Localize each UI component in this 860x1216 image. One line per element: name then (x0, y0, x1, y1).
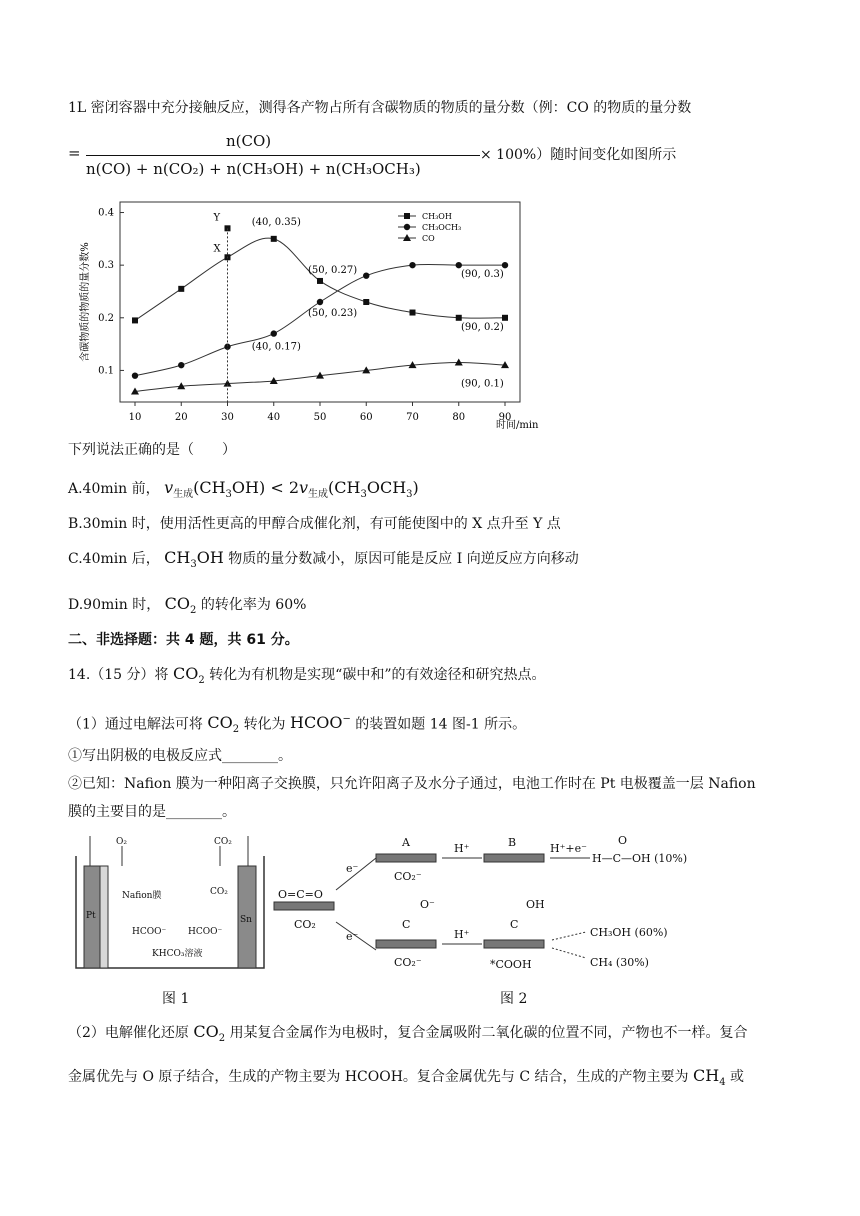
p2b-tail: 或 (730, 1069, 745, 1085)
data-point-0 (317, 278, 323, 284)
reaction-pathway-figure (272, 832, 732, 982)
point-annotation: (90, 0.2) (461, 321, 504, 333)
point-annotation: (50, 0.23) (308, 308, 358, 319)
cooh-label: *COOH (490, 958, 532, 971)
co2-structure: O=C=O (278, 888, 323, 901)
catalyst-bar-c (376, 940, 436, 948)
point-annotation: (40, 0.35) (251, 216, 301, 228)
data-point-2 (455, 359, 463, 366)
mole-fraction-chart (70, 196, 540, 436)
legend-label: CH₃OCH₃ (422, 223, 462, 232)
electrolysis-cell-figure (70, 836, 270, 976)
q14-sub1: ①写出阴极的电极反应式________。 (68, 748, 292, 764)
fraction-bar (86, 155, 480, 156)
x-tick-label: 10 (128, 412, 142, 423)
co2-formula: $CO_2$ (164, 594, 197, 617)
formula-denominator: n(CO) + n(CO₂) + n(CH₃OH) + n(CH₃OCH₃) (86, 160, 421, 178)
hcoo-left: HCOO⁻ (132, 927, 167, 937)
co2-in-label: CO₂ (210, 887, 228, 897)
formic-acid-label: H—C—OH (10%) (592, 852, 688, 865)
q14-sub2-line2: 膜的主要目的是________。 (68, 804, 236, 820)
data-point-0 (132, 317, 138, 323)
co2-formula: $CO_2$ (193, 1022, 226, 1045)
data-point-1 (271, 330, 277, 336)
x-tick-label: 30 (221, 412, 234, 423)
point-annotation: X (213, 243, 221, 255)
data-point-0 (456, 315, 462, 321)
catalyst-bar-a (376, 854, 436, 862)
x-tick-label: 80 (452, 412, 466, 423)
proton-1: H⁺ (454, 842, 470, 855)
legend-label: CO (422, 234, 435, 243)
hydroxyl: OH (526, 898, 545, 911)
p1-mid: 转化为 (243, 716, 286, 733)
x-tick-label: 60 (359, 412, 373, 423)
sn-label: Sn (240, 915, 252, 925)
data-point-1 (317, 299, 323, 305)
question-stem: 下列说法正确的是（ ） (68, 442, 236, 458)
point-annotation: (90, 0.1) (461, 378, 504, 390)
q14-prefix: 14.（15 分）将 (68, 667, 169, 683)
oxygen-neg: O⁻ (420, 898, 435, 911)
q14-suffix: 转化为有机物是实现“碳中和”的有效途径和研究热点。 (209, 667, 546, 683)
nafion-label: Nafion膜 (122, 891, 162, 901)
electron-lower: e⁻ (346, 930, 359, 943)
data-point-1 (502, 262, 508, 268)
formic-o: O (618, 834, 628, 847)
option-c (68, 548, 579, 575)
formula-tail: × 100%）随时间变化如图所示 (480, 147, 677, 163)
carbon-2: C (510, 918, 519, 931)
nafion-membrane (100, 866, 108, 968)
x-tick-label: 90 (498, 412, 512, 423)
p2a-prefix: （2）电解催化还原 (68, 1025, 189, 1041)
option-a-expression: $v_{生成}(CH_3OH) < 2v_{生成}(CH_3OCH_3)$ (164, 478, 419, 501)
y-axis-label: 含碳物质的物质的量分数% (80, 242, 91, 362)
option-a-prefix: A.40min 前， (68, 481, 160, 497)
x-tick-label: 20 (174, 412, 188, 423)
data-point-0 (410, 310, 416, 316)
intermediate-b: B (508, 836, 517, 849)
electron-upper: e⁻ (346, 862, 359, 875)
co2-formula: $CO_2$ (207, 713, 240, 736)
p2b-text: 金属优先与 O 原子结合，生成的产物主要为 HCOOH。复合金属优先与 C 结合，生成的产物主要为 (68, 1069, 689, 1085)
fig2-caption: 图 2 (500, 991, 528, 1007)
co2-structure-label: CO₂ (294, 918, 316, 931)
co2-anion-lower: CO₂⁻ (394, 956, 422, 969)
data-point-1 (456, 262, 462, 268)
option-c-prefix: C.40min 后， (68, 551, 160, 567)
option-a (68, 478, 419, 505)
data-point-1 (132, 372, 138, 378)
p1-prefix: （1）通过电解法可将 (68, 716, 203, 733)
data-point-0 (502, 315, 508, 321)
khco3-label: KHCO₃溶液 (152, 949, 203, 959)
point-annotation: (40, 0.17) (251, 341, 301, 353)
option-c-suffix: 物质的量分数减小，原因可能是反应 I 向逆反应方向移动 (228, 551, 579, 567)
q14-stem (68, 664, 546, 691)
formula-numerator: n(CO) (226, 132, 272, 150)
y-tick-label: 0.1 (98, 365, 114, 377)
data-point-1 (363, 272, 369, 278)
y-tick-label: 0.4 (98, 207, 114, 219)
option-d (68, 594, 306, 621)
data-point-1 (178, 362, 184, 368)
x-tick-label: 50 (313, 412, 327, 423)
y-tick-label: 0.3 (98, 260, 114, 272)
data-point-0 (271, 236, 277, 242)
q14-part1 (68, 710, 526, 741)
option-d-prefix: D.90min 时， (68, 597, 161, 613)
intermediate-a: A (402, 836, 410, 849)
p1-suffix: 的装置如题 14 图-1 所示。 (355, 716, 527, 733)
ch4-formula: $CH_4$ (692, 1066, 726, 1089)
co2-formula: $CO_2$ (172, 664, 205, 687)
point-annotation: Y (213, 212, 221, 224)
catalyst-bar-b (484, 854, 544, 862)
q14-part2-line1 (68, 1022, 748, 1049)
o2-label: O₂ (116, 837, 127, 847)
x-tick-label: 40 (267, 412, 281, 423)
x-axis-label: 时间/min (496, 420, 539, 431)
carbon-1: C (402, 918, 411, 931)
proton-2: H⁺ (454, 928, 470, 941)
methane-yield: CH₄ (30%) (590, 956, 649, 969)
catalyst-bar-start (274, 902, 334, 910)
formate-formula: HCOO− (290, 713, 351, 733)
pt-label: Pt (86, 911, 96, 921)
option-d-suffix: 的转化率为 60% (200, 597, 307, 613)
co2-anion-upper: CO₂⁻ (394, 870, 422, 883)
formula-equals: = (68, 144, 81, 162)
section-heading: 二、非选择题：共 4 题，共 61 分。 (68, 632, 299, 648)
legend-marker (404, 213, 410, 219)
catalyst-bar-d (484, 940, 544, 948)
y-tick-label: 0.2 (98, 312, 114, 324)
ch3oh-formula: $CH_3OH$ (164, 548, 224, 571)
p2a-suffix: 用某复合金属作为电极时，复合金属吸附二氧化碳的位置不同，产物也不一样。复合 (229, 1025, 748, 1041)
q14-part2-line2 (68, 1066, 744, 1093)
data-point-1 (409, 262, 415, 268)
data-point-0 (178, 286, 184, 292)
q14-sub2-line1: ②已知：Nafion 膜为一种阳离子交换膜，只允许阳离子及水分子通过，电池工作时在 Pt 电极覆盖一层 Nafion (68, 776, 756, 792)
methanol-yield: CH₃OH (60%) (590, 926, 668, 939)
x-tick-label: 70 (406, 412, 419, 423)
intro-line: 1L 密闭容器中充分接触反应，测得各产物占所有含碳物质的物质的量分数（例：CO 的物质的量分数 (68, 100, 692, 116)
option-b: B.30min 时，使用活性更高的甲醇合成催化剂，有可能使图中的 X 点升至 Y 点 (68, 516, 561, 532)
legend-marker (404, 224, 410, 230)
legend-label: CH₃OH (422, 212, 452, 221)
co2-top-label: CO₂ (214, 837, 232, 847)
proton-electron: H⁺+e⁻ (550, 842, 587, 855)
fig1-caption: 图 1 (162, 991, 190, 1007)
point-annotation: (50, 0.27) (308, 264, 358, 276)
data-point-0 (363, 299, 369, 305)
point-annotation: (90, 0.3) (461, 269, 504, 281)
hcoo-right: HCOO⁻ (188, 927, 223, 937)
